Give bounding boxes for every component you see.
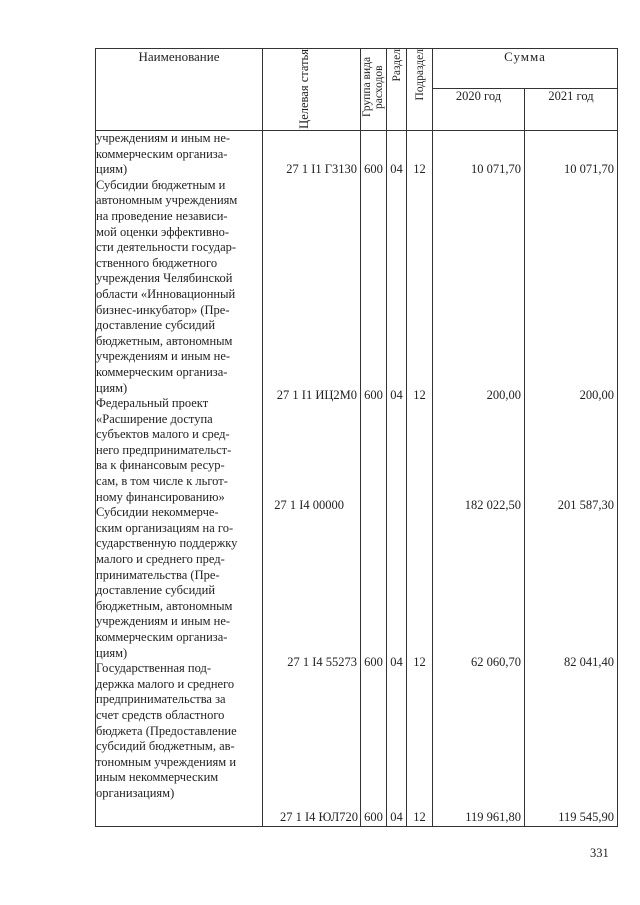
sum-2021-cell: 200,00 xyxy=(579,388,614,402)
section-cell: 04 xyxy=(390,810,403,824)
name-line: Субсидии некоммерче- xyxy=(96,505,219,520)
name-line: тономным учреждениям и xyxy=(96,754,237,769)
body-row xyxy=(96,131,618,827)
name-line: держка малого и среднего xyxy=(96,676,235,691)
name-line: него предпринимательст- xyxy=(96,442,232,457)
target-cell: 27 1 I1 ИЦ2М0 xyxy=(276,388,357,402)
subsection-column xyxy=(407,131,433,827)
sum-2021-cell: 10 071,70 xyxy=(564,162,614,176)
header-year-2021: 2021 год xyxy=(525,89,618,131)
sum-2020-cell: 119 961,80 xyxy=(465,810,521,824)
name-line: бизнес-инкубатор» (Пре- xyxy=(96,302,230,317)
name-line: Государственная под- xyxy=(96,661,211,676)
name-line: предпринимательства за xyxy=(96,692,226,707)
sum-2020-cell: 200,00 xyxy=(486,388,521,402)
section-column xyxy=(387,131,407,827)
header-section xyxy=(387,49,407,131)
name-line: области «Инновационный xyxy=(96,286,236,301)
name-line: Федеральный проект xyxy=(96,396,209,411)
name-line: сударственную поддержку xyxy=(96,536,238,551)
exp-group-cell: 600 xyxy=(364,655,383,669)
name-line: малого и среднего пред- xyxy=(96,552,225,567)
page-number: 331 xyxy=(590,846,609,860)
name-line: субъектов малого и сред- xyxy=(96,427,230,442)
exp-group-cell: 600 xyxy=(364,162,383,176)
name-line: автономным учреждениям xyxy=(96,193,238,208)
name-line: учреждениям и иным не- xyxy=(96,614,231,629)
target-cell: 27 1 I1 Г3130 xyxy=(286,162,357,176)
subsection-cell: 12 xyxy=(413,388,426,402)
name-line: циям) xyxy=(96,162,128,177)
sum-2021-column xyxy=(525,131,618,827)
exp-group-cell: 600 xyxy=(364,810,383,824)
name-line: учреждениям и иным не- xyxy=(96,349,231,364)
subsection-cell: 12 xyxy=(413,810,426,824)
name-line: циям) xyxy=(96,645,128,660)
name-line: циям) xyxy=(96,380,128,395)
name-line: коммерческим организа- xyxy=(96,364,228,379)
name-line: бюджетным, автономным xyxy=(96,333,233,348)
sum-2021-cell: 82 041,40 xyxy=(564,655,614,669)
exp-group-column xyxy=(361,131,387,827)
name-line: доставление субсидий xyxy=(96,583,216,598)
name-line: на проведение независи- xyxy=(96,208,228,223)
name-line: бюджетным, автономным xyxy=(96,598,233,613)
sum-2020-cell: 182 022,50 xyxy=(464,498,521,512)
exp-group-cell: 600 xyxy=(364,388,383,402)
header-section-label: Раздел xyxy=(390,49,403,82)
section-cell: 04 xyxy=(390,162,403,176)
name-line: бюджета (Предоставление xyxy=(96,723,237,738)
sum-2020-cell: 62 060,70 xyxy=(471,655,521,669)
header-exp-group xyxy=(361,49,387,131)
header-subsection-label: Подраздел xyxy=(413,49,426,101)
sum-2021-cell: 201 587,30 xyxy=(557,498,614,512)
name-line: коммерческим организа- xyxy=(96,146,228,161)
section-cell: 04 xyxy=(390,388,403,402)
name-line: Субсидии бюджетным и xyxy=(96,177,226,192)
name-line: «Расширение доступа xyxy=(96,411,213,426)
name-line: ским организациям на го- xyxy=(96,520,234,535)
name-line: иным некоммерческим xyxy=(96,770,219,785)
sum-2020-column xyxy=(433,131,525,827)
header-target-label: Целевая статья xyxy=(296,49,311,129)
header-row xyxy=(96,49,618,89)
target-column xyxy=(263,131,361,827)
section-cell: 04 xyxy=(390,655,403,669)
name-line: учреждения Челябинской xyxy=(96,271,233,286)
header-subsection xyxy=(407,49,433,131)
name-line: коммерческим организа- xyxy=(96,630,228,644)
target-cell: 27 1 I4 ЮЛ720 xyxy=(280,810,358,824)
name-line: мой оценки эффективно- xyxy=(96,224,230,239)
name-line: сти деятельности государ- xyxy=(96,240,237,255)
name-line: ному финансированию» xyxy=(96,489,225,504)
header-target xyxy=(263,49,361,131)
name-line: субсидий бюджетным, ав- xyxy=(96,739,235,754)
header-exp-group-label: Группа вида расходов xyxy=(361,56,385,118)
target-cell: 27 1 I4 55273 xyxy=(287,655,357,669)
sum-2020-cell: 10 071,70 xyxy=(471,162,521,176)
target-cell: 27 1 I4 00000 xyxy=(274,498,344,512)
names-text xyxy=(96,131,262,802)
name-line: счет средств областного xyxy=(96,707,225,722)
subsection-cell: 12 xyxy=(413,655,426,669)
name-line: сам, в том числе к льгот- xyxy=(96,474,228,489)
sum-2021-cell: 119 545,90 xyxy=(558,810,614,824)
subsection-cell: 12 xyxy=(413,162,426,176)
name-line: ственного бюджетного xyxy=(96,255,218,270)
name-line: принимательства (Пре- xyxy=(96,567,220,582)
name-line: ва к финансовым ресур- xyxy=(96,458,225,473)
name-line: организациям) xyxy=(96,785,175,800)
header-name: Наименование xyxy=(96,49,263,131)
names-cell xyxy=(96,131,263,827)
name-line: учреждениям и иным не- xyxy=(96,131,231,145)
budget-table xyxy=(95,48,618,827)
header-sum: Сумма xyxy=(433,49,618,89)
header-year-2020: 2020 год xyxy=(433,89,525,131)
name-line: доставление субсидий xyxy=(96,318,216,333)
